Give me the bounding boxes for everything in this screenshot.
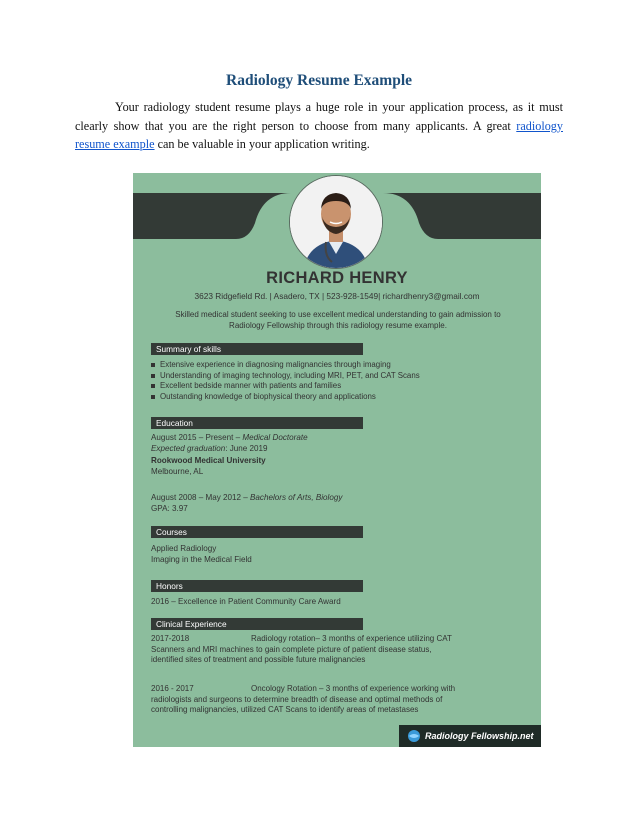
skill-item [151, 381, 420, 392]
edu2-degree: Bachelors of Arts, Biology [250, 493, 343, 502]
course-item: Imaging in the Medical Field [151, 555, 252, 564]
skills-list [151, 360, 420, 402]
clinical-2-line3: controlling malignancies, utilized CAT Scans to identify areas of metastases [151, 705, 419, 714]
intro-text: Your radiology student resume plays a huge role in your application process, as it must clearly show that you are the right person to choose from many applicants. A great [75, 100, 563, 133]
section-education-header: Education [151, 417, 363, 429]
edu1-expected-label: Expected graduation [151, 444, 226, 453]
skill-item [151, 371, 420, 382]
education-1-location: Melbourne, AL [151, 467, 204, 476]
skill-text: Extensive experience in diagnosing malignancies through imaging [160, 360, 391, 369]
skill-text: Outstanding knowledge of biophysical theory and applications [160, 391, 376, 401]
education-1-dates [151, 433, 308, 444]
skill-item [151, 360, 420, 371]
globe-icon [407, 729, 421, 743]
resume-name: RICHARD HENRY [266, 269, 408, 287]
section-skills-header: Summary of skills [151, 343, 363, 355]
logo-text: Radiology Fellowship.net [425, 731, 534, 741]
resume-image [133, 173, 541, 747]
edu1-dates: August 2015 – Present – [151, 433, 243, 442]
education-1-expected [151, 444, 268, 455]
edu1-expected-value: : June 2019 [225, 444, 268, 453]
radiology-fellowship-logo [399, 725, 541, 747]
bullet-icon [151, 363, 155, 367]
clinical-2-years: 2016 - 2017 [151, 684, 194, 693]
bullet-icon [151, 384, 155, 388]
skill-text: Understanding of imaging technology, including MRI, PET, and CAT Scans [160, 370, 420, 380]
education-2-gpa: GPA: 3.97 [151, 504, 188, 513]
education-2-dates [151, 493, 342, 504]
resume-summary: Skilled medical student seeking to use excellent medical understanding to gain admission to Radiology Fellowship through this radiology resume example. [175, 310, 501, 330]
section-honors-header: Honors [151, 580, 363, 592]
bullet-icon [151, 395, 155, 399]
course-item: Applied Radiology [151, 544, 217, 553]
clinical-entry-1 [151, 634, 531, 666]
edu2-dates: August 2008 – May 2012 – [151, 493, 250, 502]
honors-item: 2016 – Excellence in Patient Community Care Award [151, 597, 341, 606]
intro-tail: can be valuable in your application writing. [154, 137, 370, 151]
clinical-1-years: 2017-2018 [151, 634, 190, 643]
page-title: Radiology Resume Example [226, 72, 412, 89]
resume-example-link[interactable]: radiology resume example [75, 118, 563, 151]
intro-paragraph [75, 98, 563, 154]
resume-contact: 3623 Ridgefield Rd. | Asadero, TX | 523-928-1549| richardhenry3@gmail.com [194, 291, 480, 301]
bullet-icon [151, 374, 155, 378]
education-1-school: Rookwood Medical University [151, 456, 266, 465]
clinical-entry-2 [151, 684, 531, 716]
clinical-1-line3: identified sites of treatment and possible future malignancies [151, 655, 366, 664]
clinical-2-line2: radiologists and surgeons to determine breadth of disease and optimal methods of [151, 694, 443, 704]
clinical-2-line1: Oncology Rotation – 3 months of experience working with [251, 684, 456, 693]
clinical-1-line2: Scanners and MRI machines to gain complete picture of patient disease status, [151, 644, 432, 654]
section-courses-header: Courses [151, 526, 363, 538]
clinical-1-line1: Radiology rotation– 3 months of experience utilizing CAT [251, 634, 452, 643]
skill-item [151, 392, 420, 403]
section-clinical-header: Clinical Experience [151, 618, 363, 630]
profile-photo [290, 176, 382, 268]
skill-text: Excellent bedside manner with patients and families [160, 381, 342, 390]
edu1-degree: Medical Doctorate [242, 433, 308, 442]
